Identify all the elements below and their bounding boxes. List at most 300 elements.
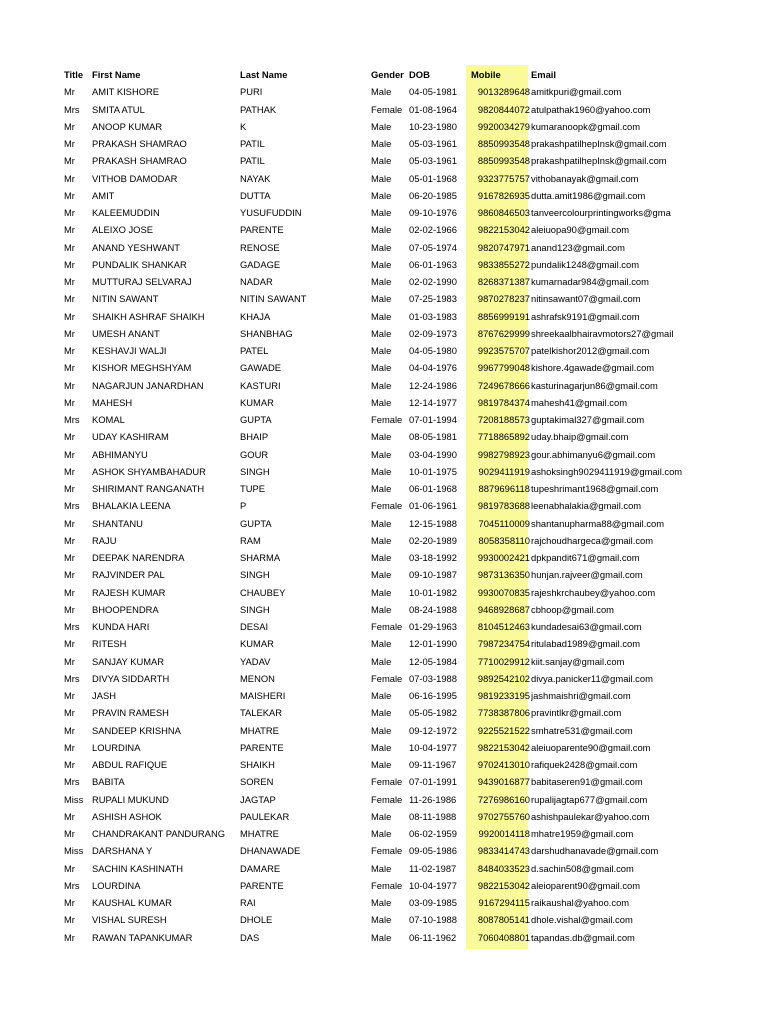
contacts-table	[64, 66, 691, 946]
cell-last-name: RENOSE	[240, 241, 280, 253]
cell-dob: 03-18-1992	[409, 552, 457, 563]
cell-dob: 01-08-1964	[409, 103, 457, 115]
cell-email: kishore.4gawade@gmail.com	[531, 362, 655, 374]
cell-dob: 09-10-1976	[409, 207, 457, 218]
cell-last-name: SHANBHAG	[240, 327, 293, 339]
cell-dob: 07-05-1974	[409, 241, 457, 253]
cell-email: prakashpatilhepInsk@gmail.com	[531, 155, 667, 167]
cell-first-name: ASHISH ASHOK	[92, 810, 162, 822]
cell-mobile: 9930002421	[477, 552, 530, 563]
cell-title: Mr	[64, 638, 75, 650]
cell-title: Miss	[64, 845, 84, 857]
cell-title: Mr	[64, 931, 75, 943]
header-email: Email	[531, 69, 557, 80]
cell-last-name: KASTURI	[240, 379, 281, 391]
cell-first-name: SHANTANU	[92, 517, 143, 529]
cell-first-name: BABITA	[92, 776, 125, 788]
cell-dob: 06-02-1959	[409, 828, 457, 839]
cell-title: Mr	[64, 862, 75, 874]
cell-first-name: DEEPAK NARENDRA	[92, 552, 185, 563]
cell-mobile: 9702755760	[477, 810, 530, 822]
cell-first-name: DIVYA SIDDARTH	[92, 672, 170, 684]
cell-dob: 07-01-1991	[409, 776, 457, 788]
cell-gender: Male	[371, 172, 392, 184]
cell-title: Mrs	[64, 879, 80, 891]
cell-mobile: 8058358110	[478, 534, 530, 546]
cell-dob: 05-01-1968	[409, 172, 457, 184]
cell-title: Mr	[64, 155, 75, 167]
cell-dob: 07-10-1988	[409, 914, 457, 926]
table-row	[64, 722, 691, 739]
cell-last-name: GOUR	[240, 448, 269, 460]
cell-mobile: 7249678666	[477, 379, 530, 391]
cell-gender: Male	[371, 931, 392, 943]
table-row	[64, 877, 691, 894]
cell-first-name: DARSHANA Y	[92, 845, 153, 857]
cell-first-name: KOMAL	[92, 414, 125, 425]
cell-last-name: GUPTA	[240, 414, 272, 425]
table-row	[64, 704, 691, 721]
table-row	[64, 480, 691, 497]
cell-first-name: SHAIKH ASHRAF SHAIKH	[92, 310, 205, 322]
cell-gender: Male	[371, 517, 392, 529]
cell-last-name: P	[240, 500, 247, 512]
cell-gender: Male	[371, 258, 392, 270]
table-row	[64, 635, 691, 652]
cell-first-name: RITESH	[92, 638, 127, 650]
cell-gender: Male	[371, 655, 392, 667]
cell-last-name: GUPTA	[240, 517, 272, 529]
table-row	[64, 359, 691, 376]
cell-email: jashmaishri@gmail.com	[531, 690, 631, 701]
cell-title: Mr	[64, 828, 75, 839]
cell-gender: Male	[371, 224, 392, 236]
cell-mobile: 9468928687	[477, 603, 530, 615]
cell-last-name: PATIL	[240, 138, 265, 149]
table-row	[64, 273, 691, 290]
cell-first-name: RAJVINDER PAL	[92, 569, 165, 581]
cell-first-name: UDAY KASHIRAM	[92, 431, 169, 443]
cell-gender: Male	[371, 345, 392, 356]
cell-mobile: 9892542102	[477, 672, 530, 684]
cell-email: rupalijagtap677@gmail.com	[531, 793, 648, 805]
cell-mobile: 9833855272	[477, 258, 530, 270]
cell-dob: 08-05-1981	[409, 431, 457, 443]
table-row	[64, 325, 691, 342]
cell-first-name: KISHOR MEGHSHYAM	[92, 362, 192, 374]
cell-mobile: 7060408801	[477, 931, 530, 943]
cell-first-name: AMIT KISHORE	[92, 86, 160, 98]
cell-first-name: RAJESH KUMAR	[92, 586, 166, 598]
cell-gender: Male	[371, 310, 392, 322]
cell-first-name: MUTTURAJ SELVARAJ	[92, 276, 192, 287]
cell-first-name: RAWAN TAPANKUMAR	[92, 931, 193, 943]
cell-last-name: JAGTAP	[240, 793, 276, 805]
cell-mobile: 9439016877	[477, 776, 530, 788]
cell-last-name: PURI	[240, 86, 263, 98]
cell-title: Mr	[64, 138, 75, 149]
cell-first-name: BHOOPENDRA	[92, 603, 159, 615]
cell-dob: 09-05-1986	[409, 845, 457, 857]
cell-first-name: ALEIXO JOSE	[92, 224, 153, 236]
cell-title: Mr	[64, 362, 75, 374]
cell-last-name: PAULEKAR	[240, 810, 290, 822]
cell-dob: 09-10-1987	[409, 569, 457, 581]
table-row	[64, 773, 691, 790]
cell-email: hunjan.rajveer@gmail.com	[531, 569, 643, 581]
cell-dob: 08-24-1988	[409, 603, 457, 615]
cell-email: guptakimal327@gmail.com	[531, 414, 645, 425]
cell-title: Mr	[64, 396, 75, 408]
cell-dob: 02-02-1990	[409, 276, 457, 287]
cell-gender: Male	[371, 586, 392, 598]
cell-first-name: ANAND YESHWANT	[92, 241, 181, 253]
cell-gender: Male	[371, 759, 392, 770]
cell-mobile: 9920034279	[477, 120, 530, 132]
cell-email: pravintlkr@gmail.com	[531, 707, 622, 719]
cell-mobile: 7276986160	[477, 793, 530, 805]
cell-mobile: 8268371387	[477, 276, 530, 287]
cell-first-name: PRAVIN RAMESH	[92, 707, 169, 719]
cell-mobile: 7987234754	[477, 638, 530, 650]
cell-gender: Female	[371, 414, 403, 425]
cell-first-name: ASHOK SHYAMBAHADUR	[92, 465, 206, 477]
cell-last-name: NADAR	[240, 276, 273, 287]
cell-gender: Male	[371, 724, 392, 736]
table-row	[64, 687, 691, 704]
cell-email: mahesh41@gmail.com	[531, 396, 628, 408]
cell-email: tanveercolourprintingworks@gma	[531, 207, 671, 218]
cell-last-name: DESAI	[240, 621, 269, 632]
cell-first-name: MAHESH	[92, 396, 133, 408]
table-row	[64, 152, 691, 169]
cell-title: Mr	[64, 258, 75, 270]
cell-first-name: PRAKASH SHAMRAO	[92, 155, 187, 167]
table-row	[64, 860, 691, 877]
cell-mobile: 9819233195	[477, 690, 530, 701]
cell-last-name: K	[240, 120, 247, 132]
cell-title: Mr	[64, 690, 75, 701]
cell-email: atulpathak1960@yahoo.com	[531, 103, 651, 115]
cell-last-name: KHAJA	[240, 310, 271, 322]
cell-last-name: KUMAR	[240, 638, 274, 650]
table-row	[64, 83, 691, 100]
cell-last-name: SINGH	[240, 603, 270, 615]
cell-email: tupeshrimant1968@gmail.com	[531, 483, 659, 494]
cell-title: Mr	[64, 552, 75, 563]
header-row	[64, 66, 691, 83]
cell-mobile: 9820747971	[477, 241, 530, 253]
cell-mobile: 9167294115	[478, 897, 530, 908]
cell-mobile: 9920014118	[478, 828, 530, 839]
cell-gender: Male	[371, 465, 392, 477]
table-row	[64, 221, 691, 238]
cell-first-name: ABHIMANYU	[92, 448, 148, 460]
cell-gender: Male	[371, 120, 392, 132]
cell-title: Mr	[64, 120, 75, 132]
cell-dob: 03-09-1985	[409, 897, 457, 908]
cell-gender: Male	[371, 638, 392, 650]
cell-dob: 04-05-1980	[409, 345, 457, 356]
cell-dob: 12-01-1990	[409, 638, 457, 650]
table-row	[64, 446, 691, 463]
table-row	[64, 428, 691, 445]
table-row	[64, 101, 691, 118]
cell-gender: Female	[371, 672, 403, 684]
cell-last-name: PATIL	[240, 155, 265, 167]
cell-last-name: DHOLE	[240, 914, 273, 926]
cell-gender: Male	[371, 448, 392, 460]
cell-dob: 10-01-1982	[409, 586, 457, 598]
cell-first-name: LOURDINA	[92, 879, 141, 891]
table-row	[64, 670, 691, 687]
cell-email: anand123@gmail.com	[531, 241, 625, 253]
cell-first-name: SANJAY KUMAR	[92, 655, 165, 667]
table-row	[64, 739, 691, 756]
cell-dob: 05-05-1982	[409, 707, 457, 719]
cell-dob: 06-01-1963	[409, 258, 457, 270]
cell-mobile: 9225521522	[477, 724, 530, 736]
cell-mobile: 8087805141	[477, 914, 530, 926]
cell-first-name: VISHAL SURESH	[92, 914, 167, 926]
cell-mobile: 8850993548	[477, 155, 530, 167]
cell-mobile: 9819783688	[477, 500, 530, 512]
cell-mobile: 9822153042	[477, 741, 530, 753]
cell-dob: 11-02-1987	[409, 862, 457, 874]
cell-title: Mr	[64, 517, 75, 529]
cell-gender: Female	[371, 793, 403, 805]
cell-mobile: 8484033523	[477, 862, 530, 874]
cell-email: kumarnadar984@gmail.com	[531, 276, 649, 287]
cell-title: Mr	[64, 534, 75, 546]
cell-email: uday.bhaip@gmail.com	[531, 431, 629, 443]
cell-dob: 07-01-1994	[409, 414, 457, 425]
cell-title: Mr	[64, 603, 75, 615]
cell-gender: Male	[371, 603, 392, 615]
cell-email: pundalik1248@gmail.com	[531, 258, 640, 270]
cell-last-name: PATHAK	[240, 103, 277, 115]
cell-gender: Male	[371, 810, 392, 822]
cell-title: Mr	[64, 741, 75, 753]
table-row	[64, 929, 691, 946]
cell-first-name: RAJU	[92, 534, 117, 546]
cell-email: ashoksingh9029411919@gmail.com	[531, 465, 683, 477]
cell-last-name: YADAV	[240, 655, 271, 667]
cell-last-name: SINGH	[240, 569, 270, 581]
cell-mobile: 8767629999	[477, 327, 530, 339]
cell-dob: 02-02-1966	[409, 224, 457, 236]
table-row	[64, 618, 691, 635]
cell-dob: 01-29-1963	[409, 621, 457, 632]
cell-gender: Male	[371, 241, 392, 253]
cell-title: Mr	[64, 724, 75, 736]
cell-mobile: 9822153042	[477, 879, 530, 891]
cell-first-name: SHIRIMANT RANGANATH	[92, 483, 205, 494]
cell-first-name: UMESH ANANT	[92, 327, 160, 339]
table-row	[64, 911, 691, 928]
table-row	[64, 256, 691, 273]
cell-email: kundadesai63@gmail.com	[531, 621, 642, 632]
cell-email: ashrafsk9191@gmail.com	[531, 310, 640, 322]
cell-dob: 12-05-1984	[409, 655, 457, 667]
cell-last-name: SHAIKH	[240, 759, 275, 770]
cell-last-name: MHATRE	[240, 828, 279, 839]
cell-last-name: RAM	[240, 534, 261, 546]
cell-email: shantanupharma88@gmail.com	[531, 517, 665, 529]
cell-gender: Female	[371, 621, 403, 632]
cell-email: dutta.amit1986@gmail.com	[531, 189, 646, 201]
cell-first-name: BHALAKIA LEENA	[92, 500, 171, 512]
cell-mobile: 9860846503	[477, 207, 530, 218]
cell-title: Mrs	[64, 414, 80, 425]
cell-first-name: NAGARJUN JANARDHAN	[92, 379, 204, 391]
cell-dob: 10-04-1977	[409, 741, 457, 753]
cell-dob: 01-03-1983	[409, 310, 457, 322]
cell-email: leenabhalakia@gmail.com	[531, 500, 642, 512]
cell-gender: Female	[371, 879, 403, 891]
header-gender: Gender	[371, 69, 404, 80]
cell-gender: Male	[371, 86, 392, 98]
cell-first-name: LOURDINA	[92, 741, 141, 753]
table-row	[64, 653, 691, 670]
cell-gender: Female	[371, 845, 403, 857]
table-row	[64, 825, 691, 842]
cell-email: gour.abhimanyu6@gmail.com	[531, 448, 656, 460]
cell-email: rajchoudhargeca@gmail.com	[531, 534, 654, 546]
cell-last-name: DUTTA	[240, 189, 271, 201]
cell-mobile: 7738387806	[477, 707, 530, 719]
table-row	[64, 532, 691, 549]
cell-first-name: KUNDA HARI	[92, 621, 150, 632]
header-last-name: Last Name	[240, 69, 288, 80]
cell-gender: Male	[371, 431, 392, 443]
cell-gender: Male	[371, 327, 392, 339]
cell-mobile: 9873136350	[477, 569, 530, 581]
cell-mobile: 9702413010	[477, 759, 530, 770]
cell-gender: Male	[371, 552, 392, 563]
cell-title: Mr	[64, 897, 75, 908]
cell-email: ritulabad1989@gmail.com	[531, 638, 641, 650]
table-row	[64, 204, 691, 221]
cell-mobile: 9323775757	[477, 172, 530, 184]
cell-last-name: PARENTE	[240, 224, 284, 236]
cell-title: Mr	[64, 465, 75, 477]
table-row	[64, 187, 691, 204]
cell-email: kasturinagarjun86@gmail.com	[531, 379, 658, 391]
cell-title: Mr	[64, 483, 75, 494]
cell-title: Mr	[64, 569, 75, 581]
table-row	[64, 118, 691, 135]
cell-last-name: CHAUBEY	[240, 586, 286, 598]
cell-title: Mr	[64, 207, 75, 218]
cell-title: Mr	[64, 172, 75, 184]
cell-mobile: 7710029912	[477, 655, 530, 667]
header-mobile: Mobile	[471, 69, 501, 80]
cell-title: Mr	[64, 448, 75, 460]
cell-dob: 04-04-1976	[409, 362, 457, 374]
table-row	[64, 290, 691, 307]
table-row	[64, 756, 691, 773]
cell-email: raikaushal@yahoo.com	[531, 897, 630, 908]
cell-email: dpkpandit671@gmail.com	[531, 552, 640, 563]
cell-email: d.sachin508@gmail.com	[531, 862, 634, 874]
cell-mobile: 8104512463	[477, 621, 530, 632]
cell-email: aleiuoparente90@gmail.com	[531, 741, 651, 753]
cell-dob: 01-06-1961	[409, 500, 457, 512]
cell-email: babitaseren91@gmail.com	[531, 776, 643, 788]
cell-gender: Male	[371, 828, 392, 839]
cell-title: Mr	[64, 810, 75, 822]
cell-email: patelkishor2012@gmail.com	[531, 345, 650, 356]
table-row	[64, 808, 691, 825]
cell-mobile: 9013289648	[477, 86, 530, 98]
cell-title: Mr	[64, 431, 75, 443]
cell-mobile: 9820844072	[477, 103, 530, 115]
header-first-name: First Name	[92, 69, 141, 80]
cell-dob: 07-25-1983	[409, 293, 457, 305]
cell-dob: 09-11-1967	[409, 759, 457, 770]
cell-last-name: DAS	[240, 931, 260, 943]
cell-last-name: GADAGE	[240, 258, 281, 270]
cell-mobile: 8879696118	[478, 483, 530, 494]
cell-last-name: YUSUFUDDIN	[240, 207, 302, 218]
table-row	[64, 894, 691, 911]
cell-first-name: SANDEEP KRISHNA	[92, 724, 181, 736]
cell-gender: Male	[371, 741, 392, 753]
cell-dob: 04-05-1981	[409, 86, 457, 98]
cell-gender: Female	[371, 103, 403, 115]
cell-first-name: CHANDRAKANT PANDURANG	[92, 828, 226, 839]
table-row	[64, 463, 691, 480]
cell-gender: Male	[371, 362, 392, 374]
cell-last-name: NITIN SAWANT	[240, 293, 307, 305]
cell-last-name: PARENTE	[240, 741, 284, 753]
cell-email: cbhoop@gmail.com	[531, 603, 614, 615]
cell-title: Mrs	[64, 103, 80, 115]
cell-gender: Male	[371, 276, 392, 287]
cell-gender: Male	[371, 207, 392, 218]
cell-last-name: GAWADE	[240, 362, 281, 374]
cell-dob: 02-20-1989	[409, 534, 457, 546]
cell-title: Mr	[64, 224, 75, 236]
cell-mobile: 9982798923	[477, 448, 530, 460]
table-row	[64, 135, 691, 152]
cell-first-name: NITIN SAWANT	[92, 293, 159, 305]
table-row	[64, 497, 691, 514]
table-row	[64, 308, 691, 325]
cell-dob: 12-14-1977	[409, 396, 457, 408]
cell-email: mhatre1959@gmail.com	[531, 828, 634, 839]
cell-dob: 07-03-1988	[409, 672, 457, 684]
cell-title: Mrs	[64, 776, 80, 788]
cell-mobile: 9967799048	[477, 362, 530, 374]
cell-first-name: KESHAVJI WALJI	[92, 345, 167, 356]
cell-mobile: 9819784374	[477, 396, 530, 408]
cell-dob: 08-11-1988	[409, 810, 457, 822]
table-row	[64, 566, 691, 583]
cell-dob: 06-01-1968	[409, 483, 457, 494]
cell-dob: 09-12-1972	[409, 724, 457, 736]
cell-title: Mrs	[64, 500, 80, 512]
cell-email: prakashpatilhepInsk@gmail.com	[531, 138, 667, 149]
cell-title: Miss	[64, 793, 84, 805]
cell-last-name: MHATRE	[240, 724, 279, 736]
table-row	[64, 842, 691, 859]
cell-email: ashishpaulekar@yahoo.com	[531, 810, 650, 822]
cell-gender: Female	[371, 500, 403, 512]
cell-last-name: SOREN	[240, 776, 274, 788]
cell-mobile: 9870278237	[477, 293, 530, 305]
